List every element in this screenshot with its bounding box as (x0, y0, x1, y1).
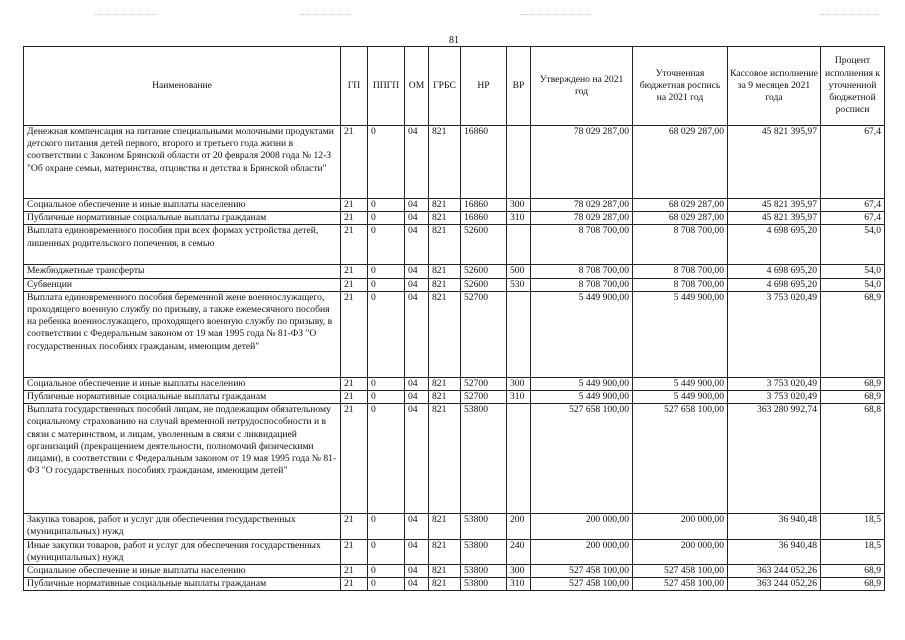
cell-revised: 527 658 100,00 (633, 404, 728, 514)
cell-om: 04 (405, 377, 429, 390)
cell-approved: 527 458 100,00 (531, 565, 633, 578)
cell-percent: 67,4 (821, 212, 885, 225)
budget-execution-table (23, 46, 885, 591)
cell-revised: 8 708 700,00 (633, 225, 728, 265)
cell-gp: 21 (341, 199, 368, 212)
cell-pgp: 0 (368, 391, 405, 404)
cell-revised: 68 029 287,00 (633, 212, 728, 225)
cell-gp: 21 (341, 539, 368, 564)
cell-cash: 45 821 395,97 (728, 212, 821, 225)
table-row (24, 278, 885, 291)
cell-vr: 500 (507, 265, 531, 278)
cell-vr: 300 (507, 565, 531, 578)
cell-vr: 310 (507, 578, 531, 591)
cell-name: Межбюджетные трансферты (24, 265, 341, 278)
cell-cash: 363 280 992,74 (728, 404, 821, 514)
cell-np: 52600 (461, 225, 507, 265)
cell-name: Субвенции (24, 278, 341, 291)
cell-grbs: 821 (429, 514, 461, 539)
cell-om: 04 (405, 514, 429, 539)
cell-revised: 8 708 700,00 (633, 265, 728, 278)
cell-name: Социальное обеспечение и иные выплаты населению (24, 565, 341, 578)
scan-artifact (300, 14, 350, 16)
cell-percent: 67,4 (821, 126, 885, 199)
cell-grbs: 821 (429, 377, 461, 390)
cell-pgp: 0 (368, 265, 405, 278)
cell-revised: 8 708 700,00 (633, 278, 728, 291)
cell-gp: 21 (341, 212, 368, 225)
cell-gp: 21 (341, 126, 368, 199)
cell-om: 04 (405, 126, 429, 199)
cell-np: 53800 (461, 404, 507, 514)
cell-approved: 527 458 100,00 (531, 578, 633, 591)
cell-vr (507, 126, 531, 199)
cell-pgp: 0 (368, 278, 405, 291)
cell-approved: 78 029 287,00 (531, 212, 633, 225)
cell-om: 04 (405, 225, 429, 265)
cell-approved: 200 000,00 (531, 539, 633, 564)
cell-percent: 68,9 (821, 377, 885, 390)
cell-approved: 5 449 900,00 (531, 377, 633, 390)
cell-grbs: 821 (429, 565, 461, 578)
table-row (24, 539, 885, 564)
cell-vr (507, 225, 531, 265)
table-body (24, 126, 885, 591)
cell-gp: 21 (341, 265, 368, 278)
cell-cash: 45 821 395,97 (728, 126, 821, 199)
cell-om: 04 (405, 278, 429, 291)
cell-pgp: 0 (368, 578, 405, 591)
table-row (24, 578, 885, 591)
cell-percent: 54,0 (821, 278, 885, 291)
cell-percent: 68,9 (821, 565, 885, 578)
table-row (24, 199, 885, 212)
scan-artifact (820, 14, 880, 16)
cell-revised: 5 449 900,00 (633, 377, 728, 390)
cell-approved: 78 029 287,00 (531, 126, 633, 199)
cell-gp: 21 (341, 278, 368, 291)
cell-om: 04 (405, 565, 429, 578)
table-row (24, 565, 885, 578)
cell-name: Публичные нормативные социальные выплаты гражданам (24, 212, 341, 225)
page-number: 81 (449, 35, 459, 46)
cell-vr (507, 291, 531, 377)
header-grbs: ГРБС (429, 47, 461, 126)
cell-pgp: 0 (368, 565, 405, 578)
table-row (24, 265, 885, 278)
cell-cash: 3 753 020,49 (728, 391, 821, 404)
cell-grbs: 821 (429, 212, 461, 225)
cell-om: 04 (405, 199, 429, 212)
cell-vr: 200 (507, 514, 531, 539)
cell-cash: 4 698 695,20 (728, 278, 821, 291)
table-row (24, 126, 885, 199)
cell-vr: 240 (507, 539, 531, 564)
cell-percent: 18,5 (821, 514, 885, 539)
table-row (24, 377, 885, 390)
cell-gp: 21 (341, 565, 368, 578)
cell-vr: 300 (507, 199, 531, 212)
cell-pgp: 0 (368, 291, 405, 377)
cell-vr: 310 (507, 212, 531, 225)
cell-cash: 36 940,48 (728, 514, 821, 539)
header-np: НР (461, 47, 507, 126)
cell-name: Выплата государственных пособий лицам, не подлежащим обязательному социальному страхованию на случай временной нетрудоспособности и в связи с материнством, и лицам, уволенным в связи с ликвидацией организаций (прекращением деятельности, полномочий физическими лицами), в соответствии с Федеральным законом от 19 мая 1995 года № 81-ФЗ "О государственных пособиях гражданам, имеющим детей" (24, 404, 341, 514)
cell-cash: 3 753 020,49 (728, 291, 821, 377)
cell-om: 04 (405, 404, 429, 514)
header-om: ОМ (405, 47, 429, 126)
cell-cash: 4 698 695,20 (728, 225, 821, 265)
cell-name: Денежная компенсация на питание специальными молочными продуктами детского питания детей первого, второго и третьего года жизни в соответствии с Законом Брянской области от 20 февраля 2008 года № 12-З "Об охране семьи, материнства, отцовства и детства в Брянской области" (24, 126, 341, 199)
header-revised: Уточненная бюджетная роспись на 2021 год (633, 47, 728, 126)
scan-artifact (520, 14, 590, 16)
table-row (24, 291, 885, 377)
cell-pgp: 0 (368, 514, 405, 539)
cell-np: 52700 (461, 391, 507, 404)
table-row (24, 212, 885, 225)
cell-name: Публичные нормативные социальные выплаты гражданам (24, 578, 341, 591)
header-gp: ГП (341, 47, 368, 126)
cell-np: 52600 (461, 265, 507, 278)
cell-om: 04 (405, 291, 429, 377)
cell-grbs: 821 (429, 291, 461, 377)
cell-cash: 4 698 695,20 (728, 265, 821, 278)
table-row (24, 404, 885, 514)
cell-grbs: 821 (429, 278, 461, 291)
header-name: Наименование (24, 47, 341, 126)
cell-cash: 363 244 052,26 (728, 565, 821, 578)
cell-percent: 54,0 (821, 225, 885, 265)
header-approved: Утверждено на 2021 год (531, 47, 633, 126)
cell-gp: 21 (341, 391, 368, 404)
cell-vr: 310 (507, 391, 531, 404)
cell-np: 16860 (461, 126, 507, 199)
cell-name: Закупка товаров, работ и услуг для обеспечения государственных (муниципальных) нужд (24, 514, 341, 539)
cell-grbs: 821 (429, 199, 461, 212)
cell-np: 53800 (461, 565, 507, 578)
cell-approved: 8 708 700,00 (531, 278, 633, 291)
cell-revised: 5 449 900,00 (633, 391, 728, 404)
table-row (24, 391, 885, 404)
cell-grbs: 821 (429, 126, 461, 199)
cell-cash: 3 753 020,49 (728, 377, 821, 390)
cell-om: 04 (405, 212, 429, 225)
cell-np: 53800 (461, 539, 507, 564)
cell-pgp: 0 (368, 126, 405, 199)
cell-grbs: 821 (429, 404, 461, 514)
cell-percent: 68,8 (821, 404, 885, 514)
cell-percent: 68,9 (821, 578, 885, 591)
cell-name: Социальное обеспечение и иные выплаты населению (24, 377, 341, 390)
cell-approved: 5 449 900,00 (531, 391, 633, 404)
cell-grbs: 821 (429, 539, 461, 564)
cell-pgp: 0 (368, 212, 405, 225)
cell-revised: 200 000,00 (633, 514, 728, 539)
table-row (24, 514, 885, 539)
cell-gp: 21 (341, 377, 368, 390)
cell-gp: 21 (341, 404, 368, 514)
cell-revised: 200 000,00 (633, 539, 728, 564)
cell-np: 53800 (461, 514, 507, 539)
cell-percent: 68,9 (821, 391, 885, 404)
cell-np: 52700 (461, 377, 507, 390)
cell-vr (507, 404, 531, 514)
cell-approved: 8 708 700,00 (531, 225, 633, 265)
cell-om: 04 (405, 391, 429, 404)
cell-revised: 68 029 287,00 (633, 126, 728, 199)
cell-gp: 21 (341, 578, 368, 591)
table-row (24, 225, 885, 265)
table-header-row (24, 47, 885, 126)
cell-name: Публичные нормативные социальные выплаты гражданам (24, 391, 341, 404)
cell-cash: 363 244 052,26 (728, 578, 821, 591)
cell-name: Социальное обеспечение и иные выплаты населению (24, 199, 341, 212)
header-cash: Кассовое исполнение за 9 месяцев 2021 года (728, 47, 821, 126)
cell-pgp: 0 (368, 539, 405, 564)
cell-approved: 527 658 100,00 (531, 404, 633, 514)
cell-approved: 200 000,00 (531, 514, 633, 539)
cell-cash: 45 821 395,97 (728, 199, 821, 212)
cell-pgp: 0 (368, 225, 405, 265)
cell-np: 53800 (461, 578, 507, 591)
cell-name: Выплата единовременного пособия при всех формах устройства детей, лишенных родительского попечения, в семью (24, 225, 341, 265)
cell-revised: 527 458 100,00 (633, 565, 728, 578)
cell-pgp: 0 (368, 404, 405, 514)
cell-grbs: 821 (429, 265, 461, 278)
cell-gp: 21 (341, 225, 368, 265)
cell-om: 04 (405, 539, 429, 564)
cell-om: 04 (405, 265, 429, 278)
cell-cash: 36 940,48 (728, 539, 821, 564)
cell-grbs: 821 (429, 225, 461, 265)
cell-revised: 68 029 287,00 (633, 199, 728, 212)
cell-vr: 300 (507, 377, 531, 390)
cell-percent: 68,9 (821, 291, 885, 377)
cell-percent: 18,5 (821, 539, 885, 564)
header-percent: Процент исполнения к уточненной бюджетной росписи (821, 47, 885, 126)
cell-grbs: 821 (429, 391, 461, 404)
cell-percent: 54,0 (821, 265, 885, 278)
cell-om: 04 (405, 578, 429, 591)
cell-revised: 527 458 100,00 (633, 578, 728, 591)
cell-approved: 8 708 700,00 (531, 265, 633, 278)
cell-approved: 5 449 900,00 (531, 291, 633, 377)
cell-percent: 67,4 (821, 199, 885, 212)
cell-np: 16860 (461, 199, 507, 212)
cell-vr: 530 (507, 278, 531, 291)
cell-pgp: 0 (368, 199, 405, 212)
cell-gp: 21 (341, 514, 368, 539)
header-vr: ВР (507, 47, 531, 126)
scan-artifact (95, 14, 155, 16)
cell-gp: 21 (341, 291, 368, 377)
cell-grbs: 821 (429, 578, 461, 591)
cell-revised: 5 449 900,00 (633, 291, 728, 377)
header-pgp: ППГП (368, 47, 405, 126)
cell-np: 16860 (461, 212, 507, 225)
cell-pgp: 0 (368, 377, 405, 390)
cell-approved: 78 029 287,00 (531, 199, 633, 212)
cell-np: 52700 (461, 291, 507, 377)
cell-np: 52600 (461, 278, 507, 291)
cell-name: Выплата единовременного пособия беременной жене военнослужащего, проходящего военную службу по призыву, а также ежемесячного пособия на ребенка военнослужащего, проходящего военную службу по призыву, в соответствии с Федеральным законом от 19 мая 1995 года № 81-ФЗ "О государственных пособиях гражданам, имеющим детей" (24, 291, 341, 377)
cell-name: Иные закупки товаров, работ и услуг для обеспечения государственных (муниципальных) нужд (24, 539, 341, 564)
